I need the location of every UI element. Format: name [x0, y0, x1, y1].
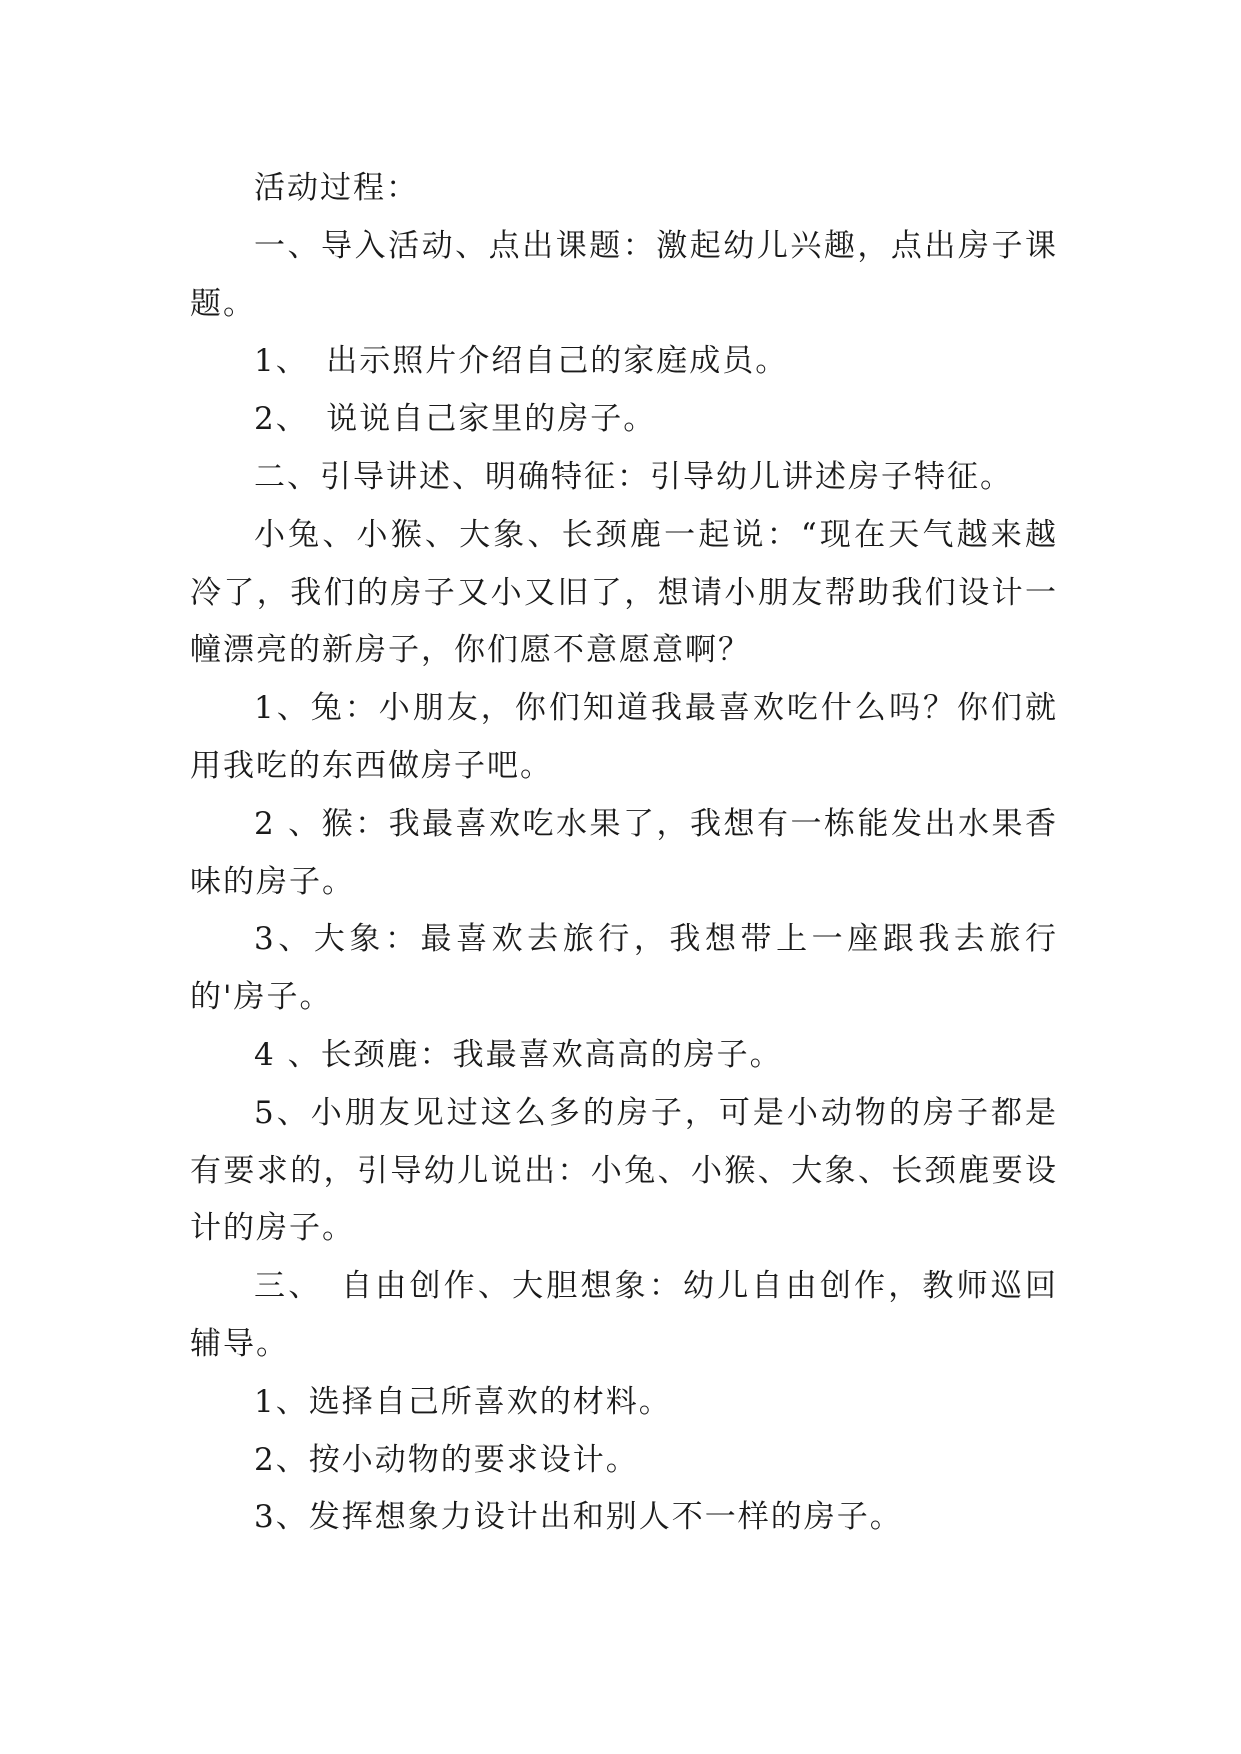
paragraph-monkey: 2 、猴：我最喜欢吃水果了，我想有一栋能发出水果香味的房子。: [190, 805, 1058, 900]
paragraph-section-three: 三、 自由创作、大胆想象：幼儿自由创作，教师巡回辅导。: [190, 1268, 1058, 1362]
paragraph-item-2: 2、 说说自己家里的房子。: [254, 401, 657, 438]
paragraph-rabbit: 1、兔：小朋友，你们知道我最喜欢吃什么吗？你们就用我吃的东西做房子吧。: [190, 690, 1058, 784]
document-body: [190, 160, 1058, 1547]
paragraph-section-two: 二、引导讲述、明确特征：引导幼儿讲述房子特征。: [254, 458, 1013, 495]
paragraph-activity-process-heading: 活动过程：: [254, 170, 419, 206]
paragraph-section-one: 一、导入活动、点出课题：激起幼儿兴趣，点出房子课题。: [190, 227, 1058, 322]
paragraph-use-imagination: 3、发挥想象力设计出和别人不一样的房子。: [254, 1499, 903, 1536]
paragraph-giraffe: 4 、长颈鹿：我最喜欢高高的房子。: [254, 1036, 783, 1073]
paragraph-elephant: 3、大象：最喜欢去旅行，我想带上一座跟我去旅行的'房子。: [190, 921, 1058, 1016]
paragraph-item-1: 1、 出示照片介绍自己的家庭成员。: [254, 343, 789, 380]
paragraph-choose-materials: 1、选择自己所喜欢的材料。: [254, 1383, 672, 1420]
paragraph-design-by-requirements: 2、按小动物的要求设计。: [254, 1441, 639, 1478]
paragraph-item-5: 5、小朋友见过这么多的房子，可是小动物的房子都是有要求的，引导幼儿说出：小兔、小猴、大象、长颈鹿要设计的房子。: [190, 1094, 1058, 1247]
paragraph-animals-speech: 小兔、小猴、大象、长颈鹿一起说：“现在天气越来越冷了，我们的房子又小又旧了，想请小朋友帮助我们设计一幢漂亮的新房子，你们愿不意愿意啊？: [190, 516, 1058, 669]
